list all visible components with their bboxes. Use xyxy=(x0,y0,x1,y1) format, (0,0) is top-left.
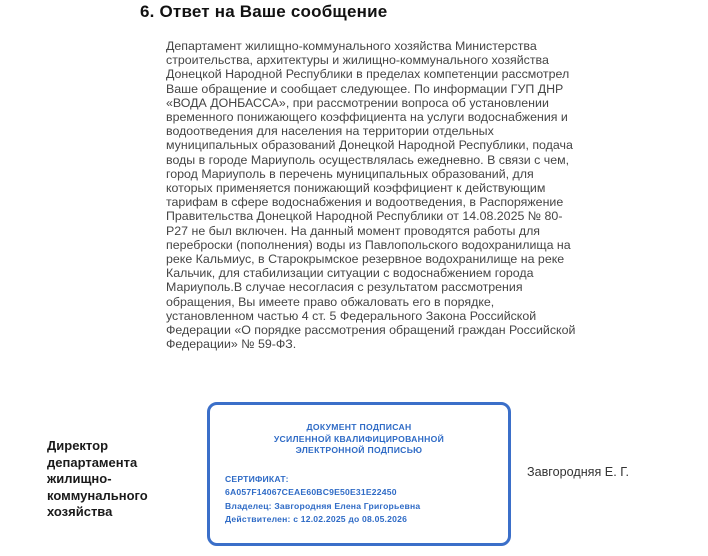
body-line: установленном частью 4 ст. 5 Федерального Закона Российской xyxy=(166,308,537,323)
body-line: Федерации «О порядке рассмотрения обращений граждан Российской xyxy=(166,323,576,338)
stamp-title-line: УСИЛЕННОЙ КВАЛИФИЦИРОВАННОЙ xyxy=(273,433,445,444)
body-line: воды в городе Мариуполь осуществлялась ежедневно. В связи с чем, xyxy=(166,152,570,167)
body-line: муниципальных образований Донецкой Народной Республики, подача xyxy=(166,138,573,153)
certificate-validity: Действителен: с 12.02.2025 до 08.05.2026 xyxy=(225,514,408,524)
body-line: Департамент жилищно-коммунального хозяйства Министерства xyxy=(166,39,537,53)
stamp-title-line: ДОКУМЕНТ ПОДПИСАН xyxy=(306,422,412,432)
body-line: Донецкой Народной Республики в пределах компетенции рассмотрел xyxy=(166,67,570,82)
signer-position-title xyxy=(47,438,177,521)
body-line: Кальчик, для стабилизации ситуации с водоснабжением города xyxy=(166,266,534,281)
body-line: переброски (пополнения) воды из Павлопольского водохранилища на xyxy=(166,237,571,252)
signer-position-line: жилищно- xyxy=(47,471,112,487)
document-heading: 6. Ответ на Ваше сообщение xyxy=(140,2,388,21)
stamp-certificate-info xyxy=(225,473,493,527)
certificate-owner: Владелец: Завгородняя Елена Григорьевна xyxy=(225,500,421,511)
document-body-paragraph xyxy=(166,39,626,351)
body-line: город Мариуполь в перечень муниципальных образований, для xyxy=(166,166,534,181)
body-line: временного понижающего коэффициента на услуги водоснабжения и xyxy=(166,110,568,125)
body-line: Мариуполь.В случае несогласия с результатом рассмотрения xyxy=(166,280,523,295)
body-line: Правительства Донецкой Народной Республики от 14.08.2025 № 80- xyxy=(166,209,563,224)
body-line: Федерации» № 59-ФЗ. xyxy=(166,337,297,352)
body-line: Р27 не был включен. На данный момент проводятся работы для xyxy=(166,223,541,238)
signer-position-line: Директор xyxy=(47,438,109,453)
stamp-title-line: ЭЛЕКТРОННОЙ ПОДПИСЬЮ xyxy=(295,445,423,456)
digital-signature-stamp xyxy=(207,402,511,546)
signer-position-line: департамента xyxy=(47,454,138,470)
body-line: строительства, архитектуры и жилищно-коммунального хозяйства xyxy=(166,53,549,68)
body-line: которых применяется понижающий коэффициент к действующим xyxy=(166,181,546,196)
certificate-number: 6A057F14067CEAE60BC9E50E31E22450 xyxy=(225,487,397,498)
body-line: «ВОДА ДОНБАССА», при рассмотрении вопроса об установлении xyxy=(166,95,549,110)
signer-position-line: хозяйства xyxy=(47,504,113,520)
signer-name: Завгородняя Е. Г. xyxy=(527,465,629,479)
signer-position-line: коммунального xyxy=(47,487,148,503)
body-line: обращения, Вы имеете право обжаловать его в порядке, xyxy=(166,294,495,309)
body-line: Ваше обращение и сообщает следующее. По информации ГУП ДНР xyxy=(166,81,564,96)
stamp-title xyxy=(225,422,493,457)
body-line: водоотведения для населения на территории отдельных xyxy=(166,124,494,139)
certificate-label: СЕРТИФИКАТ: xyxy=(225,473,289,484)
body-line: тарифам в сфере водоснабжения и водоотведения, в Распоряжение xyxy=(166,195,564,210)
body-line: реке Кальмиус, в Старокрымское резервное водохранилище на реке xyxy=(166,252,565,267)
